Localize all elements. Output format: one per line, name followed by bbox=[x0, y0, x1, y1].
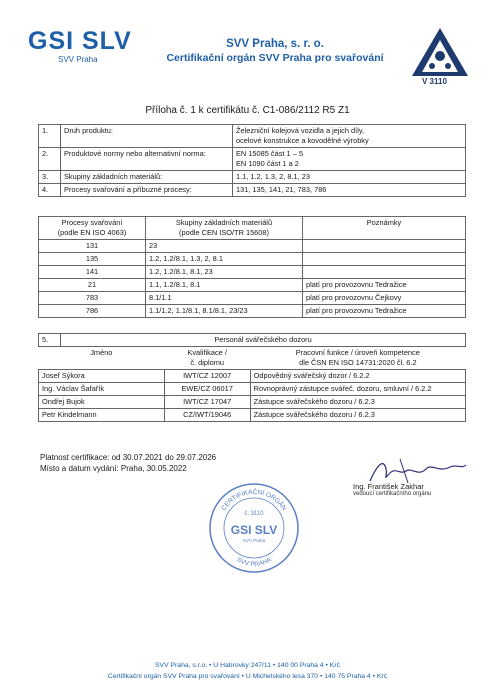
table-row bbox=[39, 396, 466, 409]
cell-materials: 1.2, 1.2/8.1, 1.3, 2, 8.1 bbox=[146, 253, 303, 266]
footer-line2: Certifikační orgán SVV Praha pro svařování • U Michelského lesa 370 • 140 75 Praha 4 • Krč bbox=[107, 673, 388, 680]
cell-function: Odpovědný svářečský dozor / 6.2.2 bbox=[250, 370, 465, 383]
row-number: 4. bbox=[39, 184, 61, 197]
row-value: 1.1, 1.2, 1.3, 2, 8.1, 23 bbox=[233, 171, 466, 184]
table-row bbox=[39, 279, 466, 292]
cell-process: 21 bbox=[39, 279, 146, 292]
cell-materials: 1.1/1.2, 1.1/8.1, 8.1/8.1, 23/23 bbox=[146, 305, 303, 318]
table-row bbox=[39, 409, 466, 422]
row-label: Produktové normy nebo alternativní norma: bbox=[61, 148, 233, 171]
column-header-process bbox=[39, 217, 146, 240]
process-table bbox=[38, 216, 466, 318]
table-row bbox=[39, 292, 466, 305]
header-func-line1: Pracovní funkce / úroveň kompetence bbox=[295, 348, 420, 357]
header-process-line2: (podle EN ISO 4063) bbox=[57, 228, 127, 237]
table-title-row bbox=[39, 334, 466, 347]
column-header-materials bbox=[146, 217, 303, 240]
table-row bbox=[39, 266, 466, 279]
cell-note bbox=[303, 253, 466, 266]
table-row bbox=[39, 125, 466, 148]
header-qual-line1: Kvalifikace / bbox=[187, 348, 227, 357]
row-number: 1. bbox=[39, 125, 61, 148]
product-table bbox=[38, 124, 466, 197]
row-number: 2. bbox=[39, 148, 61, 171]
cell-note bbox=[303, 266, 466, 279]
cell-process: 786 bbox=[39, 305, 146, 318]
table-row bbox=[39, 171, 466, 184]
row-value-line1: EN 15085 část 1 – 5 bbox=[236, 149, 303, 158]
header-line2: Certifikační orgán SVV Praha pro svařování bbox=[166, 52, 384, 64]
cell-name: Petr Kindelmann bbox=[39, 409, 165, 422]
header-line1: SVV Praha, s. r. o. bbox=[226, 38, 324, 50]
table-row bbox=[39, 370, 466, 383]
table-row bbox=[39, 148, 466, 171]
row-number: 5. bbox=[39, 334, 61, 347]
cell-qualification: IWT/CZ 12007 bbox=[164, 370, 250, 383]
cell-function: Zástupce svářečského dozoru / 6.2.3 bbox=[250, 396, 465, 409]
table-row bbox=[39, 305, 466, 318]
cell-materials: 1.2, 1.2/8.1, 8.1, 23 bbox=[146, 266, 303, 279]
document-title: Příloha č. 1 k certifikátu č. C1-086/2112 R5 Z1 bbox=[145, 105, 350, 116]
header-materials-line2: (podle CEN ISO/TR 15608) bbox=[179, 228, 269, 237]
stamp-number: č. 3110 bbox=[244, 511, 264, 517]
cell-process: 131 bbox=[39, 240, 146, 253]
header-qual-line2: č. diplomu bbox=[190, 358, 224, 367]
table-row bbox=[39, 383, 466, 396]
validity-period: Platnost certifikace: od 30.07.2021 do 29.07.2026 bbox=[40, 453, 217, 462]
official-stamp bbox=[208, 482, 300, 574]
brand-sub: SVV Praha bbox=[58, 55, 98, 64]
cert-code: V 3110 bbox=[422, 77, 447, 86]
table-row bbox=[39, 240, 466, 253]
cell-note: platí pro provozovnu Tedražice bbox=[303, 279, 466, 292]
cell-function: Zástupce svářečského dozoru / 6.2.3 bbox=[250, 409, 465, 422]
row-label: Skupiny základních materiálů: bbox=[61, 171, 233, 184]
column-header-function bbox=[250, 347, 465, 370]
cell-name: Ing. Václav Šafařík bbox=[39, 383, 165, 396]
cell-note bbox=[303, 240, 466, 253]
cell-note: platí pro provozovnu Čejkovy bbox=[303, 292, 466, 305]
column-header-notes: Poznámky bbox=[303, 217, 466, 240]
cell-name: Ondřej Bujok bbox=[39, 396, 165, 409]
row-number: 3. bbox=[39, 171, 61, 184]
row-value bbox=[233, 148, 466, 171]
stamp-sub: SVV Praha bbox=[242, 538, 266, 543]
row-value bbox=[233, 125, 466, 148]
cell-function: Rovnoprávný zástupce svářeč. dozoru, smluvní / 6.2.2 bbox=[250, 383, 465, 396]
brand-logo bbox=[28, 28, 138, 64]
personnel-table bbox=[38, 333, 466, 422]
cell-qualification: IWT/CZ 17047 bbox=[164, 396, 250, 409]
row-value: 131, 135, 141, 21, 783, 786 bbox=[233, 184, 466, 197]
footer-line1: SVV Praha, s.r.o. • U Habrovky 247/11 • 140 00 Praha 4 • Krč bbox=[155, 662, 340, 669]
brand-name: GSI SLV bbox=[28, 27, 132, 55]
footer bbox=[0, 660, 495, 682]
table-header-row bbox=[39, 217, 466, 240]
stamp-bottom-text: SVV PRAHA bbox=[235, 556, 273, 569]
header-func-line2: dle ČSN EN ISO 14731:2020 čl. 6.2 bbox=[299, 358, 417, 367]
cell-process: 783 bbox=[39, 292, 146, 305]
column-header-name: Jméno bbox=[39, 347, 165, 370]
cell-materials: 8.1/1.1 bbox=[146, 292, 303, 305]
cell-qualification: CZ/IWT/19046 bbox=[164, 409, 250, 422]
cell-note: platí pro provozovnu Tedražice bbox=[303, 305, 466, 318]
signer-name: Ing. František Zakhar bbox=[353, 482, 424, 491]
validity-block bbox=[40, 452, 216, 474]
row-label: Procesy svařování a příbuzné procesy: bbox=[61, 184, 233, 197]
stamp-top-text: CERTIFIKAČNÍ ORGÁN bbox=[220, 488, 288, 512]
cell-materials: 1.1, 1.2/8.1, 8.1 bbox=[146, 279, 303, 292]
row-value-line2: EN 1090 část 1 a 2 bbox=[236, 159, 299, 168]
header-materials-line1: Skupiny základních materiálů bbox=[175, 218, 273, 227]
cell-name: Josef Sýkora bbox=[39, 370, 165, 383]
cell-process: 135 bbox=[39, 253, 146, 266]
header-title bbox=[160, 38, 390, 64]
table-header-row bbox=[39, 347, 466, 370]
stamp-brand: GSI SLV bbox=[230, 523, 278, 537]
issue-place-date: Místo a datum vydání: Praha, 30.05.2022 bbox=[40, 464, 187, 473]
row-value-line2: ocelové konstrukce a kovodělné výrobky bbox=[236, 136, 369, 145]
cell-materials: 23 bbox=[146, 240, 303, 253]
table-row bbox=[39, 184, 466, 197]
personnel-title: Personál svářečského dozoru bbox=[61, 334, 466, 347]
row-value-line1: Železniční kolejová vozidla a jejich díly, bbox=[236, 126, 365, 135]
signer-role: vedoucí certifikačního orgánu bbox=[353, 491, 432, 497]
cell-process: 141 bbox=[39, 266, 146, 279]
table-row bbox=[39, 253, 466, 266]
header-process-line1: Procesy svařování bbox=[61, 218, 123, 227]
row-label: Druh produktu: bbox=[61, 125, 233, 148]
column-header-qualification bbox=[164, 347, 250, 370]
cell-qualification: EWE/CZ 06017 bbox=[164, 383, 250, 396]
